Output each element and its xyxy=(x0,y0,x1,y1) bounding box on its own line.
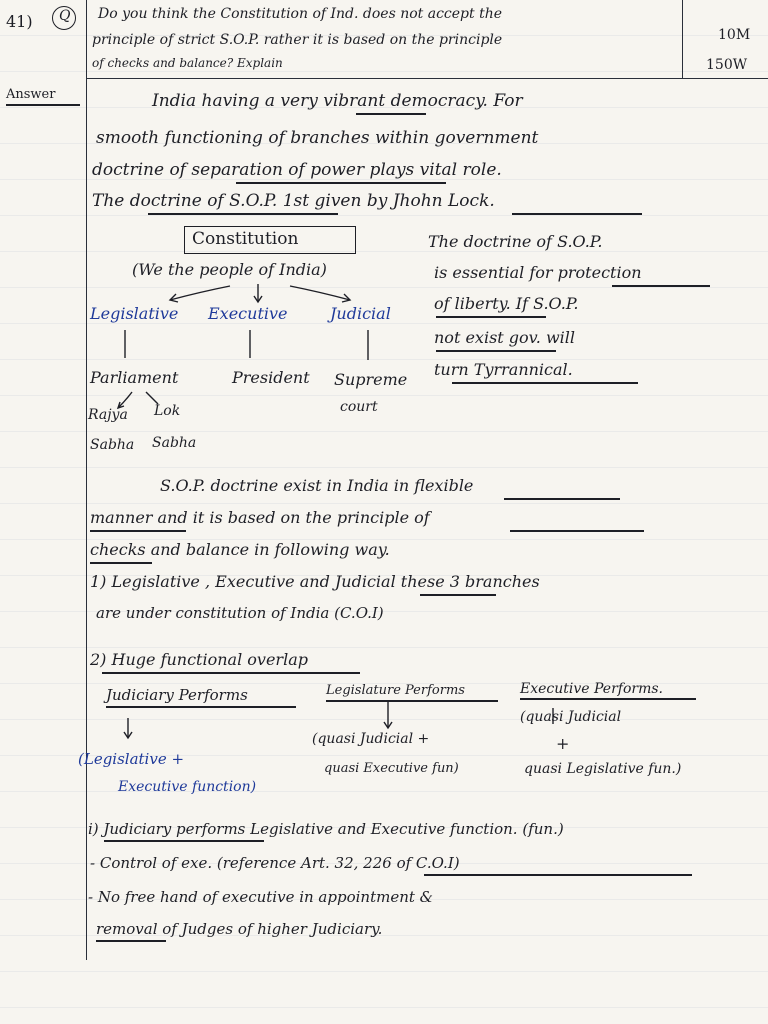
underline-manner xyxy=(90,530,186,532)
subpoint-line-2: - Control of exe. (reference Art. 32, 226 of C.O.I) xyxy=(90,854,460,872)
underline-judicial xyxy=(420,594,496,596)
question-line-2: principle of strict S.O.P. rather it is based on the principle xyxy=(92,32,503,48)
subpoint-line-3: - No free hand of executive in appointment & xyxy=(88,888,434,906)
question-marker: Q xyxy=(59,8,71,24)
overlap-executive-line-1: (quasi Judicial xyxy=(520,709,622,725)
overlap-executive-line-2: quasi Legislative fun.) xyxy=(524,761,682,777)
underline-liberty xyxy=(436,316,546,318)
body-line-1: S.O.P. doctrine exist in India in flexible xyxy=(160,476,474,495)
organ-parliament: Parliament xyxy=(90,368,179,387)
overlap-judiciary-head: Judiciary Performs xyxy=(106,686,248,704)
overlap-legislature-line-1: (quasi Judicial + xyxy=(312,731,430,747)
house-lok-sabha: Sabha xyxy=(152,435,197,451)
branch-legislative: Legislative xyxy=(90,304,179,323)
organ-president: President xyxy=(232,368,310,387)
question-line-1: Do you think the Constitution of Ind. does not accept the xyxy=(98,6,503,22)
underline-flexible xyxy=(504,498,620,500)
overlap-judiciary-line-1: (Legislative + xyxy=(78,750,185,768)
intro-line-3: doctrine of separation of power plays vital role. xyxy=(92,160,502,180)
underline-tyrannical xyxy=(452,382,638,384)
underline-removal xyxy=(96,940,166,942)
house-rajya: Rajya xyxy=(88,407,128,423)
side-note-line-3: of liberty. If S.O.P. xyxy=(434,294,579,313)
overlap-legislature-head: Legislature Performs xyxy=(326,683,465,698)
diagram-root: Constitution xyxy=(192,229,299,249)
underline-executive-performs xyxy=(520,698,696,700)
question-line-3: of checks and balance? Explain xyxy=(92,56,283,70)
overlap-executive-head: Executive Performs. xyxy=(520,681,663,697)
underline-judiciary-performs xyxy=(106,706,296,708)
body-point-1-line-2: are under constitution of India (C.O.I) xyxy=(96,604,384,622)
answer-label: Answer xyxy=(6,87,56,102)
subpoint-line-1: i) Judiciary performs Legislative and Executive function. (fun.) xyxy=(88,820,564,838)
underline-protection xyxy=(612,285,710,287)
underline-checks xyxy=(90,562,152,564)
marks-label: 10M xyxy=(718,27,751,43)
house-rajya-sabha: Sabha xyxy=(90,437,135,453)
intro-line-1: India having a very vibrant democracy. For xyxy=(152,91,523,111)
underline-judiciary-performs-2 xyxy=(104,840,264,842)
diagram-subtitle: (We the people of India) xyxy=(132,260,327,279)
body-point-2: 2) Huge functional overlap xyxy=(90,650,308,669)
organ-supreme: Supreme xyxy=(334,370,408,389)
underline-article-reference xyxy=(424,874,692,876)
overlap-executive-plus: + xyxy=(556,734,570,753)
side-note-line-4: not exist gov. will xyxy=(434,328,576,347)
body-line-2: manner and it is based on the principle of xyxy=(90,508,430,527)
word-limit-label: 150W xyxy=(706,57,748,73)
underline-not-exist xyxy=(436,350,556,352)
branch-judicial: Judicial xyxy=(330,304,391,323)
house-lok: Lok xyxy=(154,403,181,419)
overlap-legislature-line-2: quasi Executive fun) xyxy=(324,761,459,776)
side-note-line-1: The doctrine of S.O.P. xyxy=(428,232,603,251)
subpoint-line-4: removal of Judges of higher Judiciary. xyxy=(96,920,383,938)
intro-line-4: The doctrine of S.O.P. 1st given by Jhohn Lock. xyxy=(92,191,495,211)
branch-executive: Executive xyxy=(208,304,288,323)
overlap-judiciary-line-2: Executive function) xyxy=(118,779,257,795)
side-note-line-5: turn Tyrrannical. xyxy=(434,360,573,379)
body-point-1-line-1: 1) Legislative , Executive and Judicial these 3 branches xyxy=(90,572,540,591)
underline-overlap xyxy=(102,672,360,674)
intro-line-2: smooth functioning of branches within government xyxy=(96,128,539,148)
underline-legislature-performs xyxy=(326,700,498,702)
body-line-3: checks and balance in following way. xyxy=(90,540,390,559)
organ-court: court xyxy=(340,399,378,415)
question-number: 41) xyxy=(6,12,33,31)
underline-principle xyxy=(510,530,644,532)
side-note-line-2: is essential for protection xyxy=(434,263,642,282)
